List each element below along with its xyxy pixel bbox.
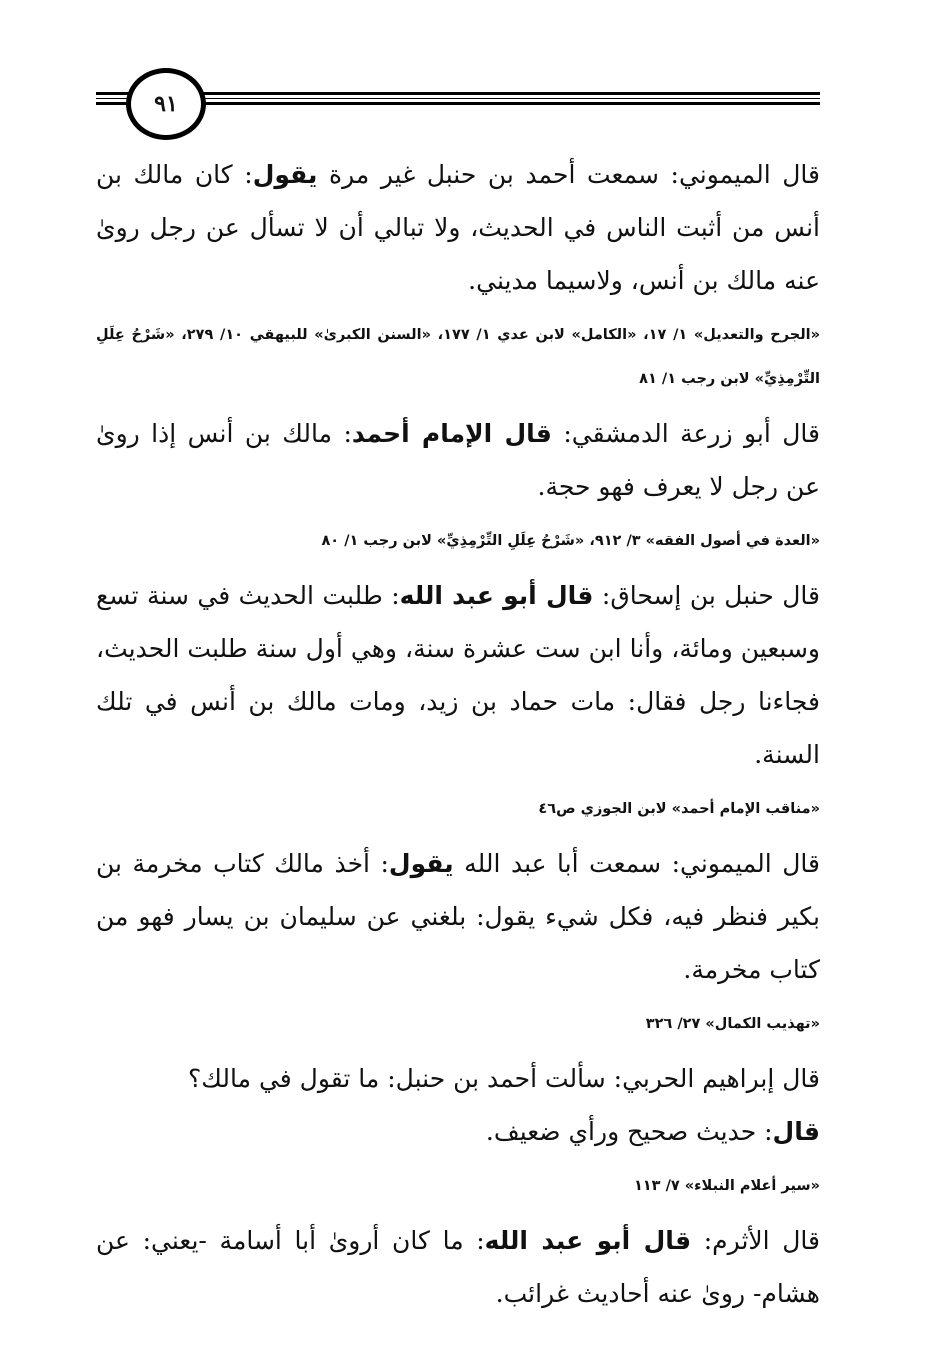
- page-number: ٩١: [154, 91, 178, 117]
- entry-1-speaker: يقول: [252, 160, 318, 189]
- entry-4-source: «تهذيب الكمال» ٢٧/ ٣٢٦: [645, 1016, 820, 1032]
- entry-6-text-b: : ما كان أروىٰ أبا أسامة -يعني: عن هشام- روىٰ عنه أحاديث غرائب.: [96, 1226, 820, 1308]
- entry-3-text: [96, 569, 820, 781]
- entry-5-reply-text: : حديث صحيح ورأي ضعيف.: [485, 1117, 773, 1146]
- entry-3-speaker: قال أبو عبد الله: [399, 581, 594, 610]
- entry-5-reply-speaker: قال: [772, 1117, 820, 1146]
- entry-2-text: [96, 407, 820, 513]
- entry-2-text-b: : مالك بن أنس إذا روىٰ عن رجل لا يعرف فهو حجة.: [96, 419, 820, 501]
- entry-1-text-b: : كان مالك بن أنس من أثبت الناس في الحديث، ولا تبالي أن لا تسأل عن رجل روىٰ عنه مالك بن أنس، ولاسيما مديني.: [96, 160, 820, 295]
- entry-5-question: قال إبراهيم الحربي: سألت أحمد بن حنبل: ما تقول في مالك؟: [188, 1064, 820, 1093]
- entry-1-source: «الجرح والتعديل» ١/ ١٧، «الكامل» لابن عدي ١/ ١٧٧، «السنن الكبرىٰ» للبيهقي ١٠/ ٢٧٩، «شَرْحُ عِلَلِ التِّرْمِذِيِّ» لابن رجب ١/ ٨١: [96, 327, 820, 387]
- entry-2-source: «العدة في أصول الفقه» ٣/ ٩١٢، «شَرْحُ عِلَلِ التِّرْمِذِيِّ» لابن رجب ١/ ٨٠: [321, 533, 820, 549]
- entry-6-speaker: قال أبو عبد الله: [484, 1226, 692, 1255]
- entry-5-source: «سير أعلام النبلاء» ٧/ ١١٣: [633, 1178, 820, 1194]
- entry-5-reply: [96, 1105, 820, 1158]
- entry-4-speaker: يقول: [388, 849, 454, 878]
- entry-4-text-a: قال الميموني: سمعت أبا عبد الله: [453, 849, 820, 878]
- entry-2-speaker: قال الإمام أحمد: [351, 419, 552, 448]
- entry-5-text: [96, 1052, 820, 1105]
- entry-3-source: «مناقب الإمام أحمد» لابن الجوزي ص٤٦: [538, 801, 820, 817]
- entry-6-text-a: قال الأثرم:: [691, 1226, 820, 1255]
- entry-1-text-a: قال الميموني: سمعت أحمد بن حنبل غير مرة: [317, 160, 820, 189]
- entry-4-text-b: : أخذ مالك كتاب مخرمة بن بكير فنظر فيه، فكل شيء يقول: بلغني عن سليمان بن يسار فهو من كتاب مخرمة.: [96, 849, 820, 984]
- entry-2-text-a: قال أبو زرعة الدمشقي:: [551, 419, 821, 448]
- entry-3-text-b: : طلبت الحديث في سنة تسع وسبعين ومائة، وأنا ابن ست عشرة سنة، وهي أول سنة طلبت الحديث، فجاءنا رجل فقال: مات حماد بن زيد، ومات مالك بن أنس في تلك السنة.: [96, 581, 820, 769]
- entry-6-text: [96, 1214, 820, 1320]
- page-content: [96, 148, 820, 1320]
- entry-4-text: [96, 837, 820, 996]
- page-number-circle: [126, 68, 206, 140]
- entry-1-text: [96, 148, 820, 307]
- entry-3-text-a: قال حنبل بن إسحاق:: [593, 581, 820, 610]
